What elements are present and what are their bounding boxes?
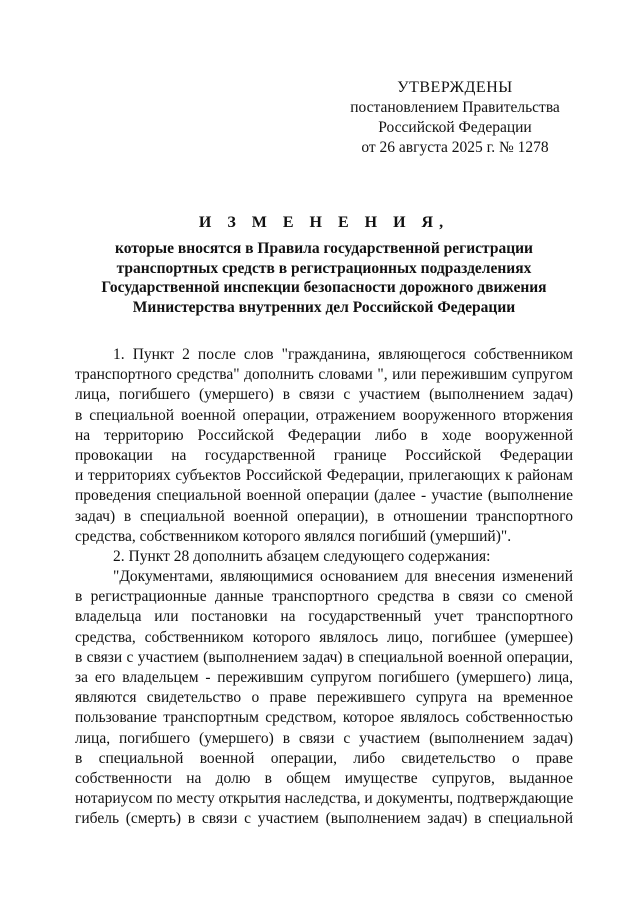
- document-body: [75, 345, 573, 830]
- document-title-block: [75, 214, 573, 317]
- body-text-line: 2. Пункт 28 дополнить абзацем следующего содержания:: [113, 547, 491, 565]
- body-text-line: средства, собственником которого являлось лицо, погибшее (умершее): [75, 628, 573, 646]
- body-text-line: задач) в специальной военной операции), в отношении транспортного: [75, 507, 573, 525]
- body-text-line: лица, погибшего (умершего) в связи с участием (выполнением задач): [75, 729, 573, 747]
- approval-date-line: от 26 августа 2025 г. № 1278: [361, 139, 549, 156]
- body-text-line: транспортного средства" дополнить словами ", или пережившим супругом: [75, 366, 573, 384]
- document-title: И З М Е Н Е Н И Я,: [198, 214, 450, 231]
- body-text-line: гибель (смерть) в связи с участием (выполнением задач) в специальной: [75, 810, 573, 828]
- body-text-line: и территориях субъектов Российской Федерации, прилегающих к районам: [75, 467, 573, 485]
- document-subtitle-line: Министерства внутренних дел Российской Федерации: [132, 298, 516, 316]
- body-text-line: в регистрационные данные транспортного средства в связи со сменой: [75, 588, 573, 606]
- approval-line: постановлением Правительства: [350, 99, 560, 116]
- body-text-line: лица, погибшего (умершего) в связи с участием (выполнением задач): [75, 386, 573, 404]
- body-text-line: проведения специальной военной операции (далее - участие (выполнение: [75, 487, 573, 505]
- approval-stamp: [330, 78, 580, 158]
- body-text-line: владельца или постановки на государственный учет транспортного: [75, 608, 573, 626]
- document-subtitle-line: которые вносятся в Правила государственной регистрации: [114, 240, 533, 257]
- body-text-line: провокации на государственной границе Российской Федерации: [75, 446, 573, 464]
- body-text-line: собственности на долю в общем имуществе супругов, выданное: [75, 769, 573, 787]
- body-text-line: в специальной военной операции, отражением вооруженного вторжения: [75, 406, 573, 424]
- body-text-line: в связи с участием (выполнением задач) в специальной военной операции,: [75, 648, 573, 666]
- body-text-line: на территорию Российской Федерации либо в ходе вооруженной: [75, 426, 573, 444]
- approval-heading: УТВЕРЖДЕНЫ: [397, 79, 513, 96]
- body-text-line: нотариусом по месту открытия наследства, и документы, подтверждающие: [75, 790, 574, 808]
- document-subtitle-line: Государственной инспекции безопасности дорожного движения: [101, 279, 547, 296]
- body-text-line: 1. Пункт 2 после слов "гражданина, являющегося собственником: [113, 346, 573, 363]
- body-text-line: "Документами, являющимися основанием для внесения изменений: [113, 568, 573, 586]
- body-text-line: за его владельцем - пережившим супругом погибшего (умершего) лица,: [75, 669, 573, 686]
- body-text-line: средства, собственником которого являлся погибший (умерший)".: [75, 527, 512, 545]
- approval-line: Российской Федерации: [378, 119, 532, 136]
- body-text-line: пользование транспортным средством, которое являлось собственностью: [75, 709, 573, 727]
- body-text-line: в специальной военной операции, либо свидетельство о праве: [75, 749, 573, 767]
- document-subtitle-line: транспортных средств в регистрационных подразделениях: [116, 259, 532, 277]
- body-text-line: являются свидетельство о праве пережившего супруга на временное: [75, 689, 573, 707]
